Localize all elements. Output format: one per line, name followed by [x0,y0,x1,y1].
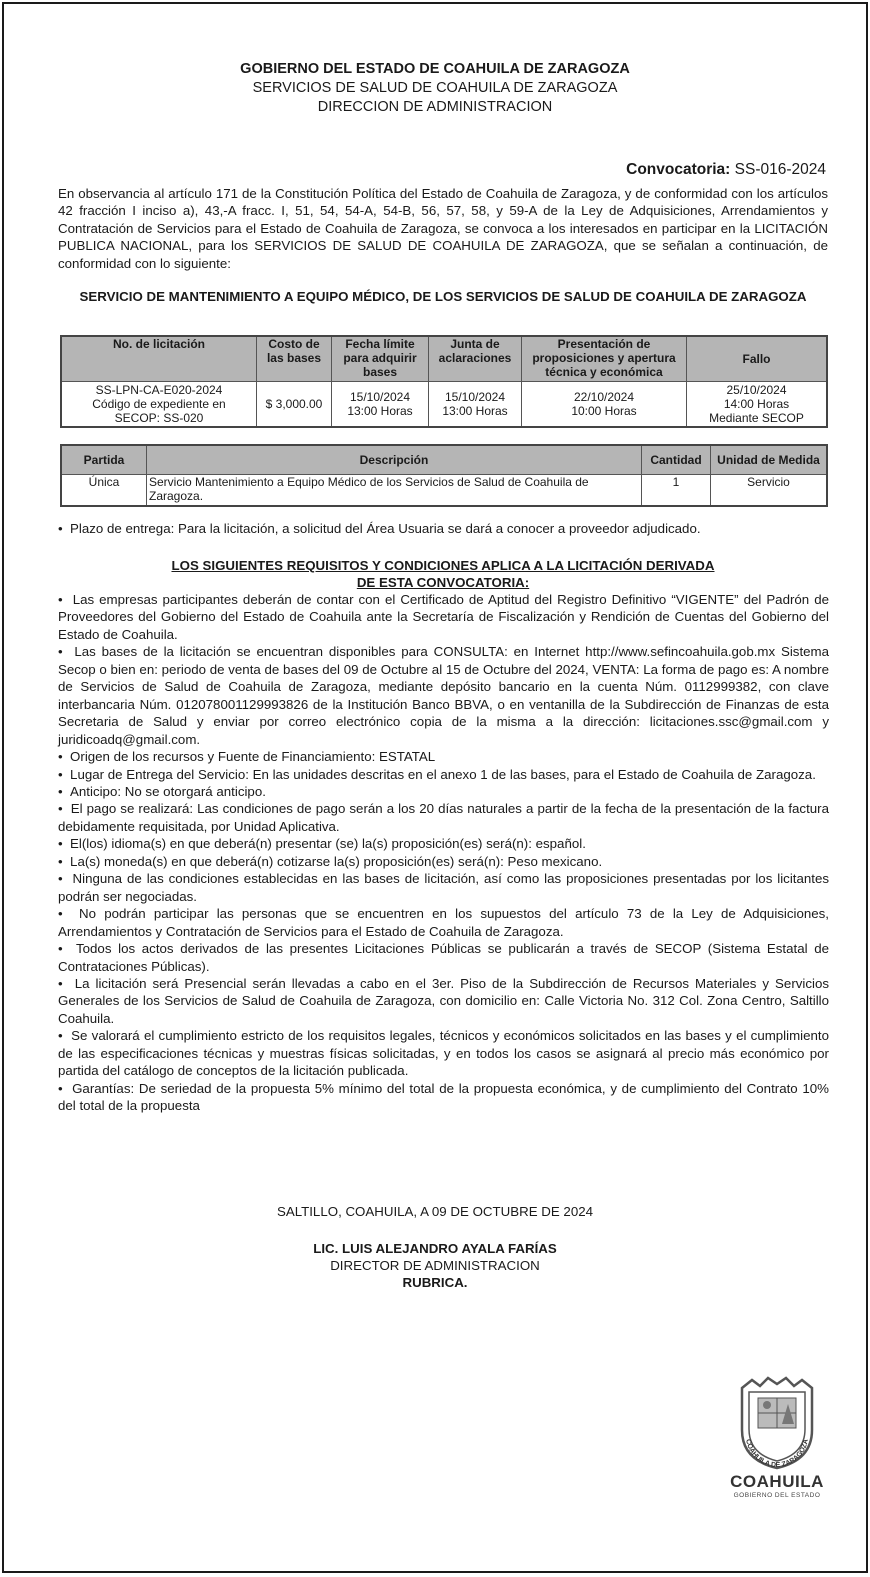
th-unidad: Unidad de Medida [711,445,828,475]
logo-brand: COAHUILA [730,1472,824,1491]
table-header-row [61,445,827,475]
table-row [61,382,827,428]
th-junta: Junta de aclaraciones [429,336,522,382]
th-partida: Partida [61,445,147,475]
cell-partida: Única [61,475,147,507]
plazo-text: Plazo de entrega: Para la licitación, a solicitud del Área Usuaria se dará a conocer a proveedor adjudicado. [70,521,701,536]
svg-text:COAHUILA DE ZARAGOZA: COAHUILA DE ZARAGOZA [744,1438,810,1470]
bullet: • [58,853,63,869]
cell-presentacion [522,382,687,428]
bullet: • [58,801,63,817]
requirement-text: Todos los actos derivados de las presentes Licitaciones Públicas se publicarán a través de SECOP (Sistema Estatal de Contrataciones Públicas). [58,941,829,974]
fecha-limite-date: 15/10/2024 [349,390,411,404]
requirement-text: El(los) idioma(s) en que deberá(n) presentar (se) la(s) proposición(es) será(n): español. [70,836,586,852]
requirement-item [58,835,829,852]
rubrica: RUBRICA. [402,1275,468,1290]
licitacion-number: SS-LPN-CA-E020-2024 [95,383,223,397]
header-government: GOBIERNO DEL ESTADO DE COAHUILA DE ZARAGOZA [240,61,630,77]
requirements-title-line2: DE ESTA CONVOCATORIA: [356,575,530,590]
requirement-item [58,870,829,905]
bullet: • [58,1028,63,1044]
bullet: • [58,749,63,765]
service-title: SERVICIO DE MANTENIMIENTO A EQUIPO MÉDICO, DE LOS SERVICIOS DE SALUD DE COAHUILA DE ZARAGOZA [79,289,807,304]
junta-time: 13:00 Horas [442,404,508,418]
requirements-list [58,591,829,1115]
requirements-title [58,557,828,591]
requirement-item [58,748,829,765]
requirement-item [58,591,829,643]
th-presentacion: Presentación de proposiciones y apertura técnica y económica [522,336,687,382]
intro-paragraph: En observancia al artículo 171 de la Constitución Política del Estado de Coahuila de Zaragoza, y de conformidad con los artículos 42 fracción I inciso a), 43,-A fracc. I, 51, 54, 54-A, 54-B, 56, 57, 58, y 59-A de la Ley de Adquisiciones, Arrendamientos y Contratación de Servicios para el Estado de Coahuila de Zaragoza, se convoca a los interesados en participar en la LICITACIÓN PUBLICA NACIONAL, para los SERVICIOS DE SALUD DE COAHUILA DE ZARAGOZA, que se señalan a continuación, de conformidad con lo siguiente: [58,186,828,271]
requirement-text: La licitación será Presencial serán llevadas a cabo en el 3er. Piso de la Subdirección de Recursos Materiales y Servicios Generales de los Servicios de Salud de Coahuila de Zaragoza, con domicilio en: Calle Victoria No. 312 Col. Zona Centro, Saltillo Coahuila. [58,975,829,1026]
header [4,60,866,117]
convocatoria [626,161,826,179]
requirement-item [58,975,829,1027]
th-cantidad: Cantidad [642,445,711,475]
convocatoria-number: SS-016-2024 [734,161,826,178]
table-row [61,475,827,507]
cell-fecha-limite [332,382,429,428]
fecha-limite-time: 13:00 Horas [347,404,413,418]
header-direction: DIRECCION DE ADMINISTRACION [317,99,553,115]
requirement-text: Ninguna de las condiciones establecidas en las bases de licitación, así como las proposiciones presentadas por los licitantes podrán ser negociadas. [58,871,830,904]
header-health-services: SERVICIOS DE SALUD DE COAHUILA DE ZARAGOZA [252,80,618,96]
requirement-item [58,800,829,835]
requirement-text: Las empresas participantes deberán de contar con el Certificado de Aptitud del Registro Definitivo “VIGENTE” del Padrón de Proveedores del Gobierno del Estado de Coahuila ante la Secretaría de Fiscalización y Rendición de Cuentas del Gobierno del Estado de Coahuila. [58,592,829,642]
requirement-item [58,766,829,783]
signature-block [4,1240,866,1291]
cell-descripcion: Servicio Mantenimiento a Equipo Médico de los Servicios de Salud de Coahuila de Zaragoza. [147,475,642,507]
convocatoria-label: Convocatoria: [626,161,731,178]
signer-title: DIRECTOR DE ADMINISTRACION [330,1258,540,1273]
requirement-item [58,643,829,748]
requirement-item [58,783,829,800]
requirement-item [58,905,829,940]
cell-fallo [687,382,828,428]
plazo-entrega [58,520,828,537]
th-costo: Costo de las bases [257,336,332,382]
bullet: • [58,836,63,852]
requirement-text: No podrán participar las personas que se encuentren en los supuestos del artículo 73 de la Ley de Adquisiciones, Arrendamientos y Contratación de Servicios para el Estado de Coahuila de Zaragoza. [58,906,829,939]
bullet: • [58,592,63,607]
cell-cantidad: 1 [642,475,711,507]
licitacion-table [60,335,828,428]
requirement-text: Origen de los recursos y Fuente de Financiamiento: ESTATAL [70,749,436,765]
cell-unidad: Servicio [711,475,828,507]
requirement-item [58,1080,829,1115]
junta-date: 15/10/2024 [444,390,506,404]
signer-name: LIC. LUIS ALEJANDRO AYALA FARÍAS [313,1241,557,1256]
requirement-item [58,940,829,975]
requirement-text: Anticipo: No se otorgará anticipo. [70,783,266,799]
bullet: • [58,1080,63,1096]
th-descripcion: Descripción [147,445,642,475]
bullet: • [58,941,63,957]
requirement-item [58,853,829,870]
bullet: • [58,644,63,660]
licitacion-secop: SECOP: SS-020 [114,411,204,425]
licitacion-expediente-label: Código de expediente en [92,397,226,411]
fallo-time: 14:00 Horas [723,397,790,411]
th-fallo: Fallo [687,336,828,382]
fallo-method: Mediante SECOP [709,411,804,425]
requirement-text: Lugar de Entrega del Servicio: En las unidades descritas en el anexo 1 de las bases, para el Estado de Coahuila de Zaragoza. [70,766,816,782]
requirement-text: El pago se realizará: Las condiciones de pago serán a los 20 días naturales a partir de la fecha de la presentación de la factura debidamente requisitada, por Unidad Aplicativa. [58,801,829,834]
bullet: • [58,871,63,887]
requirement-text: Garantías: De seriedad de la propuesta 5% mínimo del total de la propuesta económica, y de cumplimiento del Contrato 10% del total de la propuesta [58,1080,829,1114]
page [2,2,868,1573]
place-date: SALTILLO, COAHUILA, A 09 DE OCTUBRE DE 2024 [276,1204,594,1219]
cell-junta [429,382,522,428]
presentacion-time: 10:00 Horas [571,404,637,418]
requirement-text: La(s) moneda(s) en que deberá(n) cotizarse la(s) proposición(es) será(n): Peso mexicano. [70,853,603,869]
bullet: • [58,521,63,536]
table-header-row [61,336,827,382]
bullet: • [58,906,63,922]
fallo-date: 25/10/2024 [726,383,787,397]
th-licitacion: No. de licitación [61,336,257,382]
coat-of-arms-icon [722,1374,832,1470]
bullet: • [58,975,63,991]
requirement-text: Las bases de la licitación se encuentran disponibles para CONSULTA: en Internet http://www.sefincoahuila.gob.mx Sistema Secop o bien en: periodo de venta de bases del 09 de Octubre al 15 de Octubre del 2024, VENTA: La forma de pago es: A nombre de Servicios de Salud de Coahuila de Zaragoza, mediante depósito bancario en la cuenta Núm. 0112999382, con clave interbancaria Núm. 012078001129993826 de la Institución Banco BBVA, o en ventanilla de la Subdirección de Finanzas de esta Secretaria de Salud y enviar por correo electrónico copia de la misma a la dirección: licitaciones.ssc@gmail.com y juridicoadq@gmail.com. [58,644,830,747]
requirements-title-line1: LOS SIGUIENTES REQUISITOS Y CONDICIONES APLICA A LA LICITACIÓN DERIVADA [171,558,715,573]
cell-costo: $ 3,000.00 [257,382,332,428]
cell-licitacion [61,382,257,428]
bullet: • [58,766,63,782]
requirement-text: Se valorará el cumplimiento estricto de los requisitos legales, técnicos y económicos solicitados en las bases y el cumplimiento de las especificaciones técnicas y muestras físicas solicitadas, y en todos los casos se asignará al precio más económico por partida del catálogo de conceptos de la licitación publicada. [58,1028,830,1079]
requirement-item [58,1027,829,1079]
presentacion-date: 22/10/2024 [573,390,635,404]
logo-subtitle: GOBIERNO DEL ESTADO [733,1492,821,1499]
coahuila-logo [722,1374,832,1499]
partida-table [60,444,828,507]
bullet: • [58,783,63,799]
th-fecha-limite: Fecha límite para adquirir bases [332,336,429,382]
